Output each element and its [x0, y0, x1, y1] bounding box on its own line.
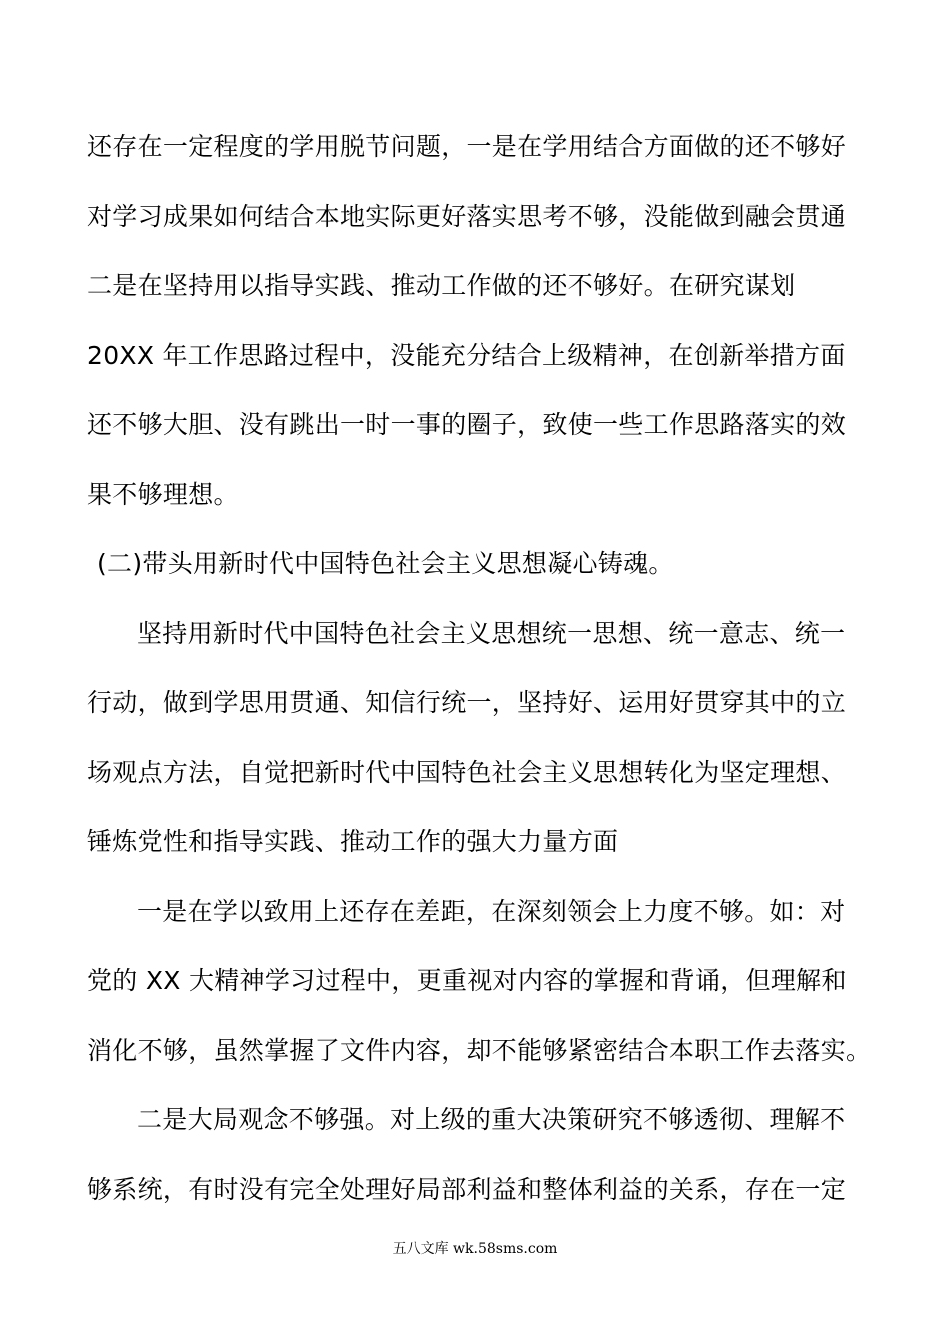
body-text-line: 还不够大胆、没有跳出一时一事的圈子，致使一些工作思路落实的效 — [87, 410, 847, 439]
body-text-line: 党的 XX 大精神学习过程中，更重视对内容的掌握和背诵，但理解和 — [87, 966, 847, 995]
body-text-line: 果不够理想。 — [87, 480, 239, 509]
page-footer: 五八文库 wk.58sms.com — [392, 1241, 558, 1257]
body-text-line: 20XX 年工作思路过程中，没能充分结合上级精神，在创新举措方面 — [87, 341, 846, 370]
body-text-line: 还存在一定程度的学用脱节问题，一是在学用结合方面做的还不够好 — [87, 132, 847, 161]
body-text-line: 对学习成果如何结合本地实际更好落实思考不够，没能做到融会贯通 — [87, 202, 847, 231]
body-text-line: 场观点方法，自觉把新时代中国特色社会主义思想转化为坚定理想、 — [87, 758, 847, 787]
body-text-line: 二是在坚持用以指导实践、推动工作做的还不够好。在研究谋划 — [87, 271, 796, 300]
body-text-line: 够系统，有时没有完全处理好局部利益和整体利益的关系，存在一定 — [87, 1175, 847, 1204]
body-text-line: 锤炼党性和指导实践、推动工作的强大力量方面 — [87, 827, 619, 856]
section-heading: (二)带头用新时代中国特色社会主义思想凝心铸魂。 — [97, 549, 674, 578]
body-text-line: 消化不够，虽然掌握了文件内容，却不能够紧密结合本职工作去落实。 — [87, 1036, 872, 1065]
body-text-line: 一是在学以致用上还存在差距，在深刻领会上力度不够。如：对 — [137, 897, 846, 926]
body-text-line: 二是大局观念不够强。对上级的重大决策研究不够透彻、理解不 — [137, 1105, 846, 1134]
body-text-line: 行动，做到学思用贯通、知信行统一，坚持好、运用好贯穿其中的立 — [87, 688, 847, 717]
body-text-line: 坚持用新时代中国特色社会主义思想统一思想、统一意志、统一 — [137, 619, 846, 648]
